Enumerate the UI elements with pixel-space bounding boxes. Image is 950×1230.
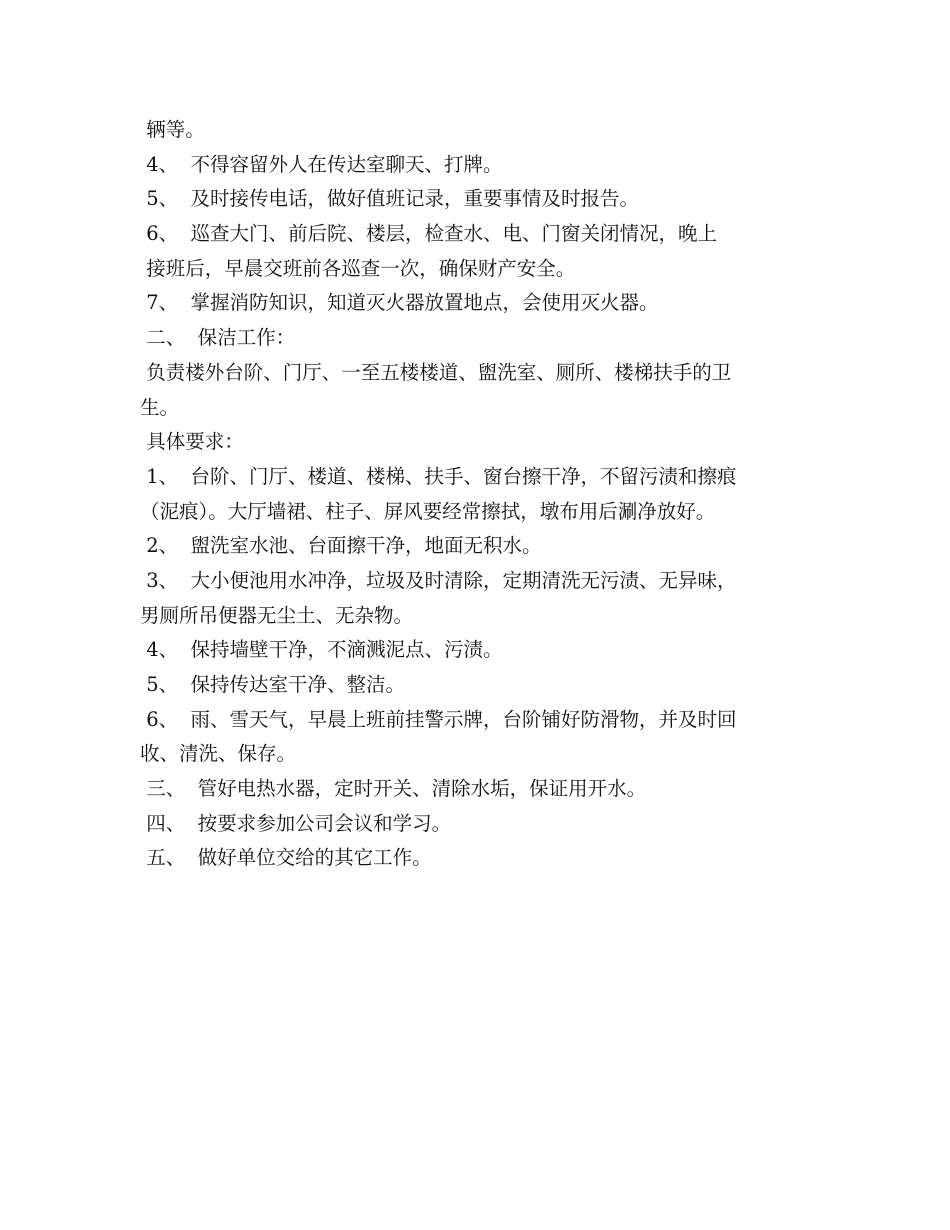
text-line: 7、 掌握消防知识，知道灭火器放置地点，会使用灭火器。 — [140, 291, 659, 315]
subheading: 具体要求： — [140, 430, 244, 454]
document-body — [140, 113, 830, 876]
text-line: 辆等。 — [140, 118, 205, 141]
section-heading: 四、 按要求参加公司会议和学习。 — [140, 811, 452, 835]
text-line: 6、 巡查大门、前后院、楼层，检查水、电、门窗关闭情况，晚上 — [140, 222, 718, 246]
text-line: 4、 不得容留外人在传达室聊天、打牌。 — [140, 152, 503, 176]
text-line: 接班后，早晨交班前各巡查一次，确保财产安全。 — [140, 256, 576, 280]
text-line: 男厕所吊便器无尘土、无杂物。 — [140, 603, 414, 627]
text-line: 5、 保持传达室干净、整洁。 — [140, 673, 406, 696]
section-heading: 二、 保洁工作： — [140, 326, 296, 350]
text-line: 3、 大小便池用水冲净，垃圾及时清除，定期清洗无污渍、无异味， — [140, 568, 737, 592]
text-line: 6、 雨、雪天气，早晨上班前挂警示牌，台阶铺好防滑物，并及时回 — [140, 707, 737, 731]
text-line: 1、 台阶、门厅、楼道、楼梯、扶手、窗台擦干净，不留污渍和擦痕 — [140, 464, 737, 488]
text-line: 2、 盥洗室水池、台面擦干净，地面无积水。 — [140, 534, 542, 558]
text-line: 负责楼外台阶、门厅、一至五楼楼道、盥洗室、厕所、楼梯扶手的卫 — [140, 360, 732, 384]
text-line: 收、清洗、保存。 — [140, 742, 297, 766]
text-line: 4、 保持墙壁干净，不滴溅泥点、污渍。 — [140, 638, 503, 662]
text-line: 生。 — [140, 395, 180, 419]
section-heading: 三、 管好电热水器，定时开关、清除水垢，保证用开水。 — [140, 777, 647, 801]
text-line: 5、 及时接传电话，做好值班记录，重要事情及时报告。 — [140, 187, 640, 211]
section-heading: 五、 做好单位交给的其它工作。 — [140, 846, 432, 870]
text-line: （泥痕）。大厅墙裙、柱子、屏风要经常擦拭，墩布用后涮净放好。 — [140, 499, 716, 523]
